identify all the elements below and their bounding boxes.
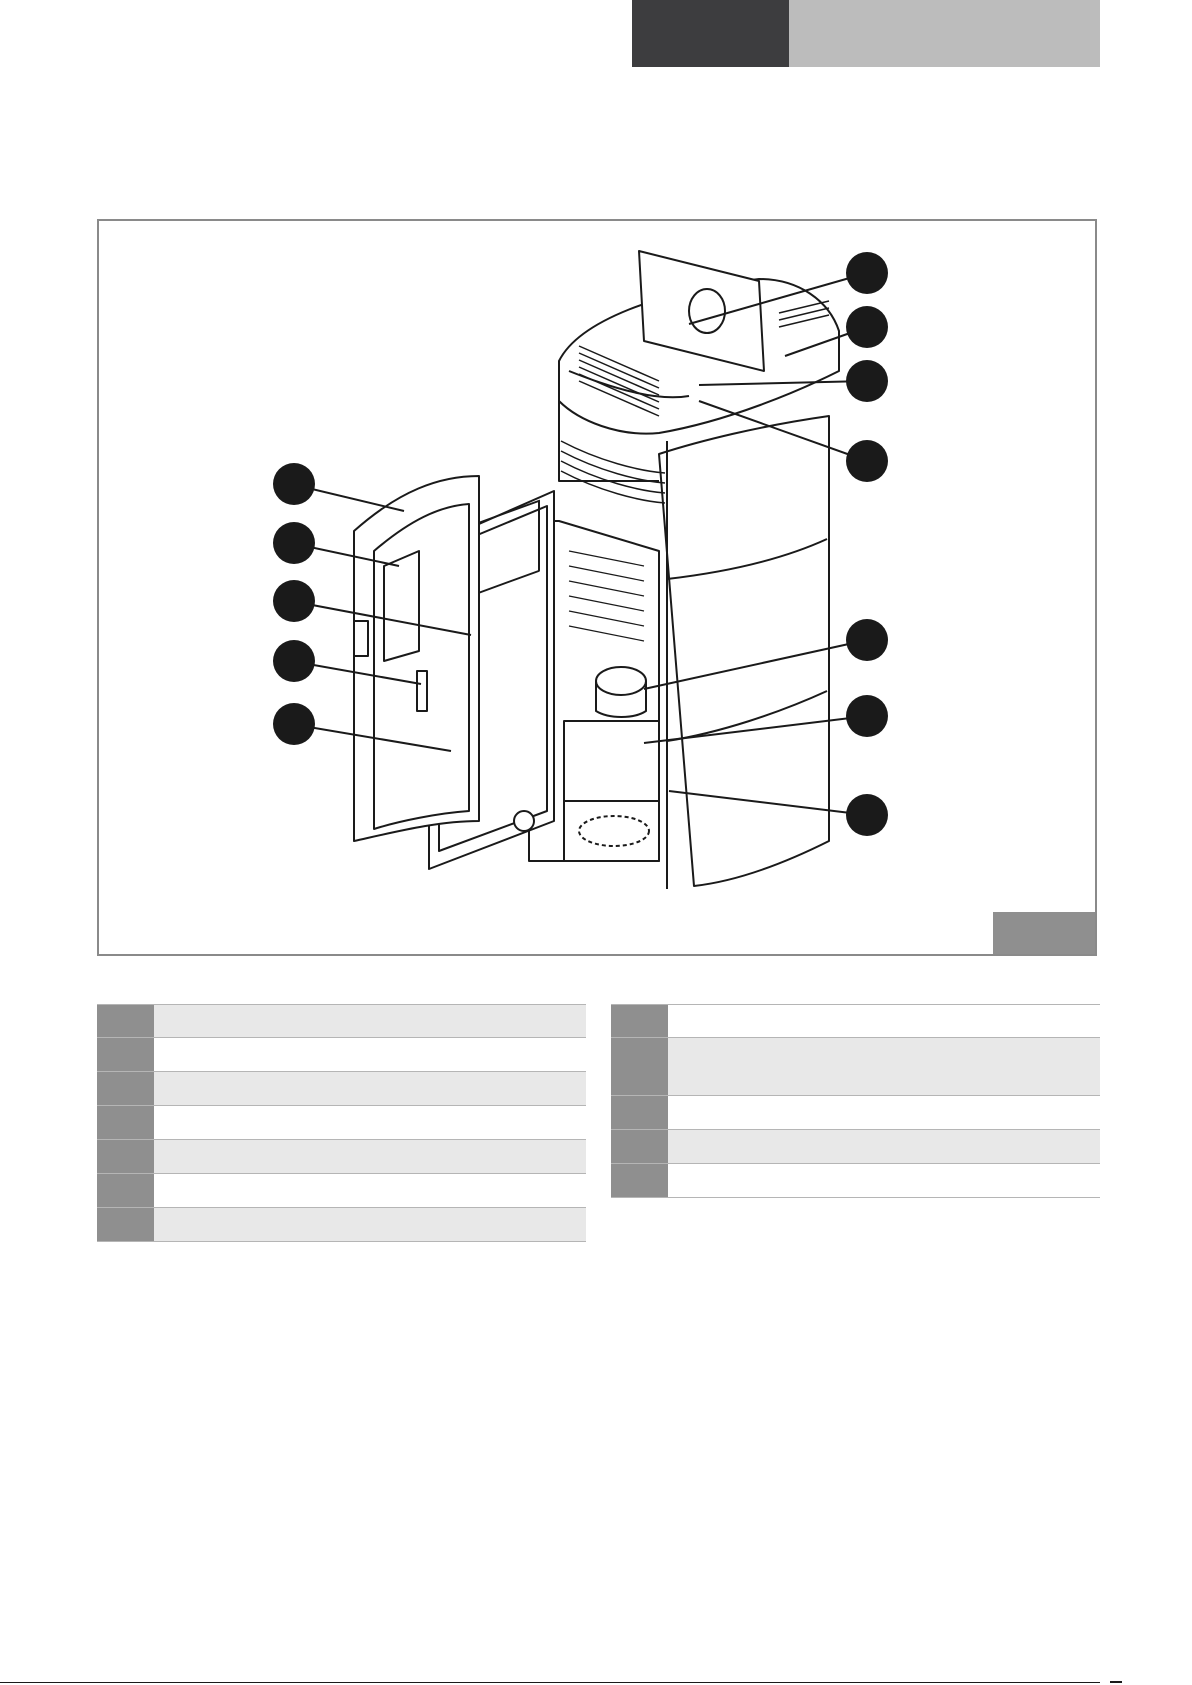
header-bar [632,0,1100,67]
legend-number [97,1208,154,1241]
legend-number [97,1072,154,1105]
legend-text [154,1038,586,1071]
callout-marker [846,360,888,402]
legend-text [668,1096,1100,1129]
legend-text [154,1208,586,1241]
legend-row [611,1130,1100,1164]
callout-marker [846,619,888,661]
callout-marker [273,580,315,622]
page-number-mark [1110,1681,1122,1683]
legend-row [97,1038,586,1072]
legend-row [97,1106,586,1140]
callout-marker [846,306,888,348]
legend-text [668,1038,1100,1095]
legend-row [611,1164,1100,1198]
legend-number [611,1038,668,1095]
legend-row [97,1208,586,1242]
legend-number [97,1106,154,1139]
figure-frame [97,219,1097,956]
header-tab-dark [632,0,789,67]
callout-marker [273,463,315,505]
legend-text [668,1164,1100,1197]
legend-number [97,1005,154,1037]
legend-text [154,1106,586,1139]
legend-number [611,1164,668,1197]
callout-marker [846,695,888,737]
legend-number [611,1130,668,1163]
legend-row [97,1004,586,1038]
legend-table-right [611,1004,1100,1198]
callout-marker [846,794,888,836]
legend-row [97,1140,586,1174]
callout-marker [273,703,315,745]
legend-row [97,1072,586,1106]
legend-number [97,1174,154,1207]
legend-text [154,1140,586,1173]
legend-text [668,1005,1100,1037]
legend-row [97,1174,586,1208]
legend-number [611,1005,668,1037]
legend-text [154,1174,586,1207]
legend-text [154,1005,586,1037]
legend-number [97,1140,154,1173]
legend-number [611,1096,668,1129]
header-tab-light [789,0,1100,67]
footer-rule [0,1682,1100,1683]
legend-row [611,1096,1100,1130]
callout-marker [273,640,315,682]
callout-marker [273,522,315,564]
legend-text [668,1130,1100,1163]
legend-row [611,1004,1100,1038]
legend-row [611,1038,1100,1096]
callout-marker [846,252,888,294]
figure-number-tab [993,912,1095,954]
legend-table-left [97,1004,586,1242]
stove-illustration [99,221,1097,956]
callout-marker [846,440,888,482]
legend-number [97,1038,154,1071]
legend-text [154,1072,586,1105]
